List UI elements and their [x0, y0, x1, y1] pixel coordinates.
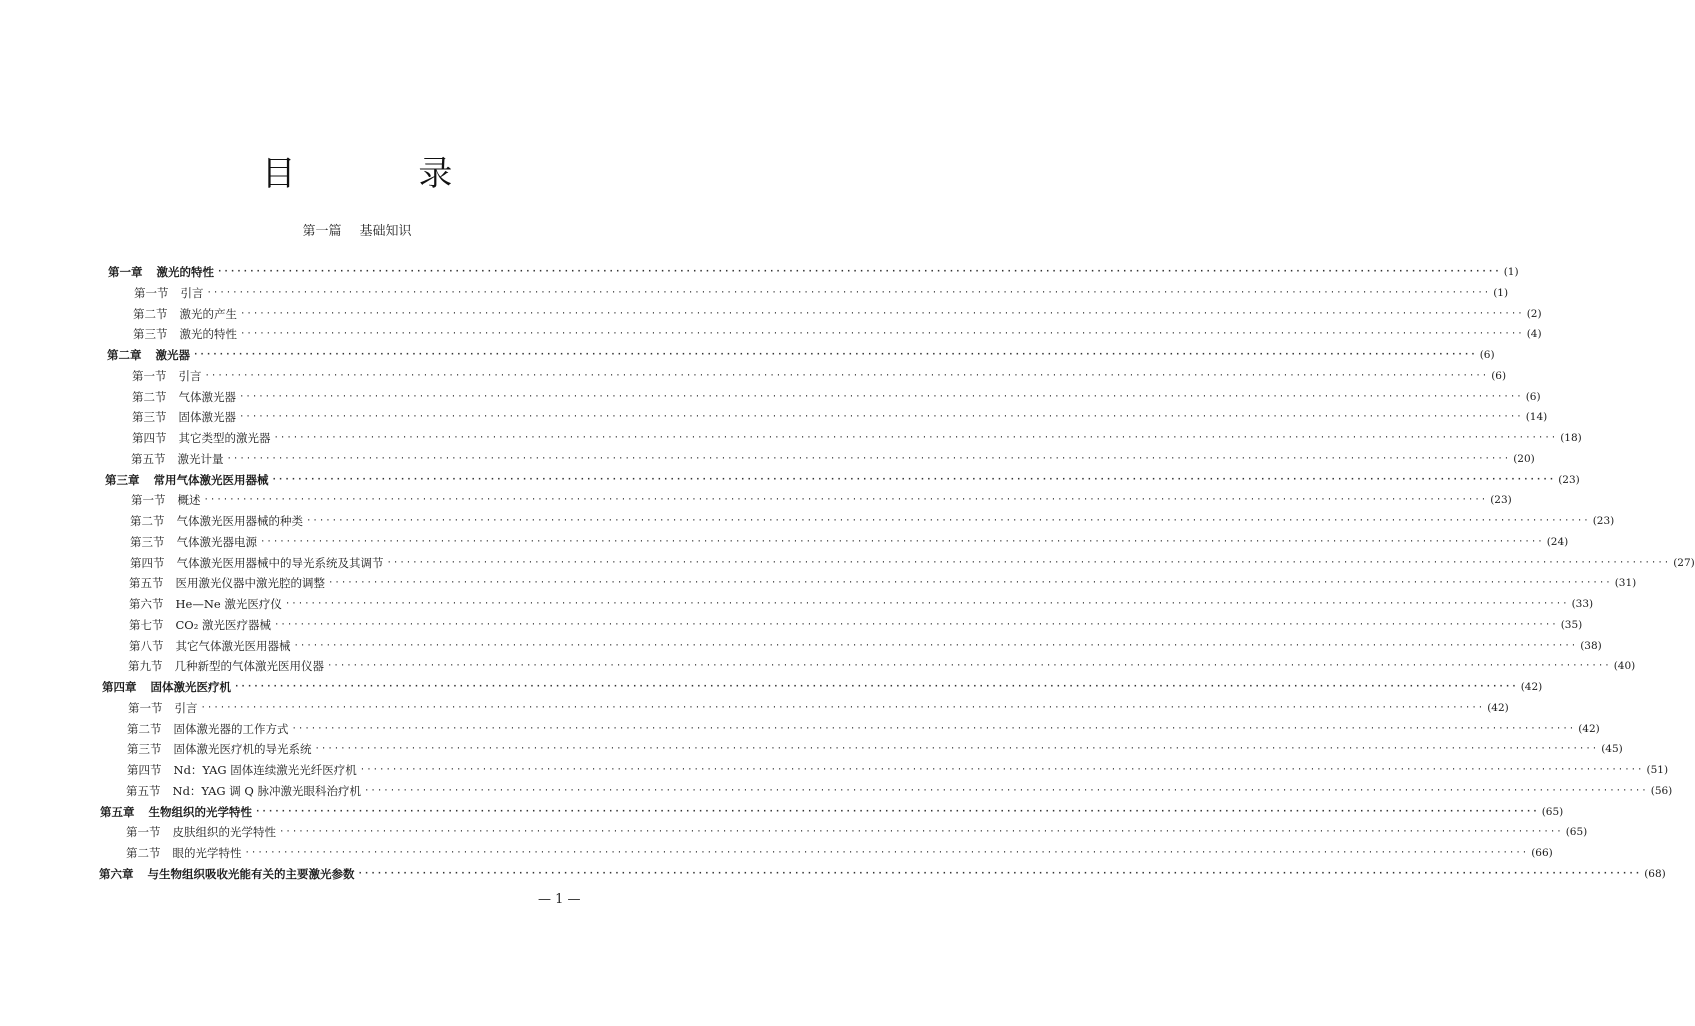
toc-section-entry [131, 449, 1535, 469]
toc-section-entry [132, 407, 1548, 427]
toc-entry-title: 生物组织的光学特性 [148, 804, 252, 819]
toc-entry-page: (35) [1560, 618, 1583, 631]
toc-leader-dots: ········································································································································································································ [193, 350, 1477, 360]
toc-entry-title: 气体激光器电源 [176, 534, 257, 549]
toc-leader-dots: ········································································································································································································ [328, 578, 1612, 589]
toc-entry-page: (31) [1614, 577, 1637, 590]
toc-entry-number: 第四节 [132, 431, 167, 445]
toc-entry-number: 第五节 [126, 783, 161, 798]
toc-entry-title: 概述 [177, 493, 201, 508]
toc-entry-number: 第二节 [126, 846, 161, 860]
toc-section-entry [129, 594, 1594, 614]
toc-section-entry [129, 573, 1637, 593]
part-name: 基础知识 [359, 224, 412, 239]
toc-entry-title: 激光计量 [177, 451, 224, 466]
toc-section-entry [126, 822, 1588, 842]
toc-entry-number: 第九节 [128, 659, 163, 674]
toc-leader-dots: ········································································································································································································ [200, 702, 1485, 713]
toc-entry-title: Nd：YAG 固体连续激光光纤医疗机 [173, 763, 357, 777]
toc-leader-dots: ········································································································································································································ [271, 474, 1556, 485]
toc-section-entry [130, 553, 1695, 573]
toc-section-entry [133, 324, 1542, 344]
toc-chapter-entry [107, 345, 1495, 365]
toc-entry-title: 其它类型的激光器 [178, 431, 271, 445]
toc-entry-page: (68) [1644, 867, 1666, 880]
toc-section-entry [129, 615, 1583, 635]
toc-section-entry [127, 760, 1669, 780]
toc-entry-title: 激光的特性 [156, 265, 214, 279]
toc-entry-number: 第一节 [131, 493, 166, 508]
toc-entry-number: 第二节 [133, 306, 168, 321]
toc-entry-page: (20) [1513, 452, 1535, 465]
toc-entry-number: 第三节 [127, 742, 162, 757]
toc-entry-page: (42) [1578, 722, 1600, 735]
toc-entry-number: 第三节 [130, 534, 165, 549]
toc-leader-dots: ········································································································································································································ [291, 723, 1576, 734]
toc-entry-page: (66) [1531, 847, 1553, 859]
toc-chapter-entry [102, 677, 1543, 697]
toc-entry-title: 激光的产生 [179, 306, 237, 321]
toc-entry-title: 几种新型的气体激光医用仪器 [174, 659, 324, 674]
toc-entry-number: 第一节 [128, 700, 163, 715]
toc-leader-dots: ········································································································································································································ [240, 329, 1524, 340]
toc-section-entry [133, 304, 1542, 324]
toc-entry-page: (6) [1479, 349, 1495, 361]
toc-entry-page: (1) [1493, 286, 1509, 299]
toc-section-entry [130, 532, 1569, 552]
toc-entry-number: 第四节 [127, 763, 162, 777]
toc-leader-dots: ········································································································································································································ [293, 640, 1578, 651]
toc-entry-number: 第一节 [134, 285, 169, 300]
toc-entry-title: 气体激光器 [178, 389, 236, 404]
toc-entry-number: 第一节 [132, 368, 167, 383]
toc-chapter-entry [105, 470, 1580, 490]
toc-chapter-entry [108, 262, 1519, 282]
toc-entry-title: 气体激光医用器械的种类 [176, 514, 303, 528]
toc-leader-dots: ········································································································································································································ [203, 495, 1488, 506]
toc-entry-number: 第八节 [129, 638, 164, 653]
toc-entry-page: (23) [1592, 515, 1615, 527]
toc-leader-dots: ········································································································································································································ [327, 661, 1611, 672]
toc-entry-number: 第一节 [126, 825, 161, 840]
toc-entry-title: 固体激光器 [178, 410, 236, 425]
toc-entry-page: (1) [1503, 266, 1519, 278]
toc-leader-dots: ········································································································································································································ [217, 267, 1501, 277]
toc-leader-dots: ········································································································································································································ [204, 370, 1489, 381]
toc-entry-page: (40) [1613, 660, 1636, 673]
toc-entry-page: (18) [1560, 432, 1582, 444]
toc-section-entry [129, 636, 1602, 656]
toc-entry-title: 常用气体激光医用器械 [153, 472, 269, 487]
toc-entry-page: (45) [1601, 743, 1623, 756]
toc-entry-title: 与生物组织吸收光能有关的主要激光参数 [147, 866, 355, 881]
toc-entry-title: 激光的特性 [179, 327, 237, 342]
toc-leader-dots: ········································································································································································································ [273, 433, 1558, 443]
toc-entry-title: 引言 [178, 368, 202, 383]
toc-entry-number: 第三章 [105, 472, 140, 487]
toc-chapter-entry [100, 802, 1564, 822]
toc-section-entry [127, 719, 1600, 739]
toc-entry-number: 第二章 [107, 348, 142, 362]
toc-entry-number: 第五节 [131, 451, 166, 466]
toc-leader-dots: ········································································································································································································ [206, 287, 1491, 298]
toc-entry-title: 固体激光医疗机 [150, 680, 231, 694]
toc-entry-page: (2) [1526, 307, 1542, 320]
toc-section-entry [130, 511, 1615, 531]
toc-leader-dots: ········································································································································································································ [255, 806, 1539, 817]
toc-entry-title: 其它气体激光医用器械 [175, 638, 291, 653]
toc-section-entry [128, 698, 1509, 718]
toc-section-entry [126, 781, 1673, 801]
toc-entry-number: 第七节 [129, 617, 164, 632]
toc-entry-number: 第四节 [130, 555, 165, 570]
toc-entry-title: 引言 [174, 700, 198, 715]
toc-entry-number: 第三节 [133, 327, 168, 342]
toc-entry-title: CO₂ 激光医疗器械 [175, 617, 271, 632]
toc-leader-dots: ········································································································································································································ [260, 536, 1544, 547]
toc-entry-title: 激光器 [155, 348, 190, 362]
toc-entry-title: 气体激光医用器械中的导光系统及其调节 [176, 555, 384, 570]
toc-entry-page: (23) [1490, 494, 1512, 507]
toc-entry-page: (33) [1571, 598, 1594, 610]
part-label: 第一篇 [302, 224, 342, 239]
toc-entry-number: 第一章 [108, 265, 143, 279]
toc-leader-dots: ········································································································································································································ [240, 308, 1524, 319]
toc-entry-page: (65) [1565, 826, 1588, 839]
toc-section-entry [128, 656, 1636, 676]
toc-entry-number: 第二节 [130, 514, 165, 528]
toc-leader-dots: ········································································································································································································ [386, 557, 1671, 568]
toc-section-entry [131, 490, 1512, 510]
toc-section-entry [126, 843, 1553, 863]
toc-entry-title: 固体激光器的工作方式 [173, 721, 289, 736]
toc-leader-dots: ········································································································································································································ [364, 785, 1648, 796]
toc-leader-dots: ········································································································································································································ [314, 744, 1599, 755]
toc-entry-page: (27) [1673, 556, 1695, 569]
toc-section-entry [132, 428, 1582, 448]
toc-entry-number: 第二节 [132, 389, 167, 404]
toc-entry-title: 眼的光学特性 [172, 846, 242, 860]
toc-entry-page: (6) [1491, 369, 1507, 382]
toc-leader-dots: ········································································································································································································ [239, 412, 1523, 423]
toc-entry-title: 固体激光医疗机的导光系统 [173, 742, 312, 757]
toc-entry-number: 第二节 [127, 721, 162, 736]
toc-entry-title: 医用激光仪器中激光腔的调整 [175, 576, 325, 591]
toc-leader-dots: ········································································································································································································ [306, 516, 1590, 526]
toc-chapter-entry [99, 864, 1666, 884]
toc-entry-page: (14) [1525, 411, 1548, 424]
toc-section-entry [134, 283, 1509, 303]
toc-section-entry [132, 387, 1541, 407]
toc-entry-number: 第三节 [132, 410, 167, 425]
toc-entry-title: 引言 [180, 285, 204, 300]
toc-leader-dots: ········································································································································································································ [357, 868, 1642, 879]
toc-entry-number: 第六节 [129, 597, 164, 611]
toc-entry-title: He—Ne 激光医疗仪 [175, 597, 282, 611]
toc-section-entry [132, 366, 1507, 386]
toc-leader-dots: ········································································································································································································ [279, 827, 1563, 838]
toc-entry-page: (65) [1541, 805, 1564, 818]
toc-entry-page: (42) [1487, 701, 1509, 714]
toc-entry-title: Nd：YAG 调 Q 脉冲激光眼科治疗机 [172, 783, 362, 798]
toc-leader-dots: ········································································································································································································ [226, 453, 1511, 464]
toc-leader-dots: ········································································································································································································ [244, 848, 1529, 858]
toc-entry-number: 第六章 [99, 866, 134, 881]
toc-leader-dots: ········································································································································································································ [359, 765, 1644, 775]
toc-leader-dots: ········································································································································································································ [239, 391, 1523, 402]
toc-entry-page: (4) [1526, 328, 1542, 341]
toc-entry-title: 皮肤组织的光学特性 [172, 825, 276, 840]
toc-entry-number: 第四章 [102, 680, 137, 694]
toc-leader-dots: ········································································································································································································ [274, 619, 1558, 630]
toc-entry-page: (42) [1520, 681, 1543, 693]
toc-entry-page: (56) [1650, 784, 1673, 797]
toc-leader-dots: ········································································································································································································ [284, 599, 1569, 609]
toc-entry-page: (6) [1525, 390, 1541, 403]
toc-section-entry [127, 739, 1623, 759]
toc-entry-page: (38) [1580, 639, 1602, 652]
page-number: — 1 — [538, 892, 581, 907]
toc-entry-page: (51) [1646, 764, 1669, 776]
toc-entry-number: 第五章 [100, 804, 135, 819]
toc-entry-number: 第五节 [129, 576, 164, 591]
toc-entry-page: (24) [1546, 535, 1569, 548]
page-title: 目 录 [261, 154, 509, 194]
toc-leader-dots: ········································································································································································································ [234, 682, 1518, 692]
toc-entry-page: (23) [1558, 473, 1580, 486]
